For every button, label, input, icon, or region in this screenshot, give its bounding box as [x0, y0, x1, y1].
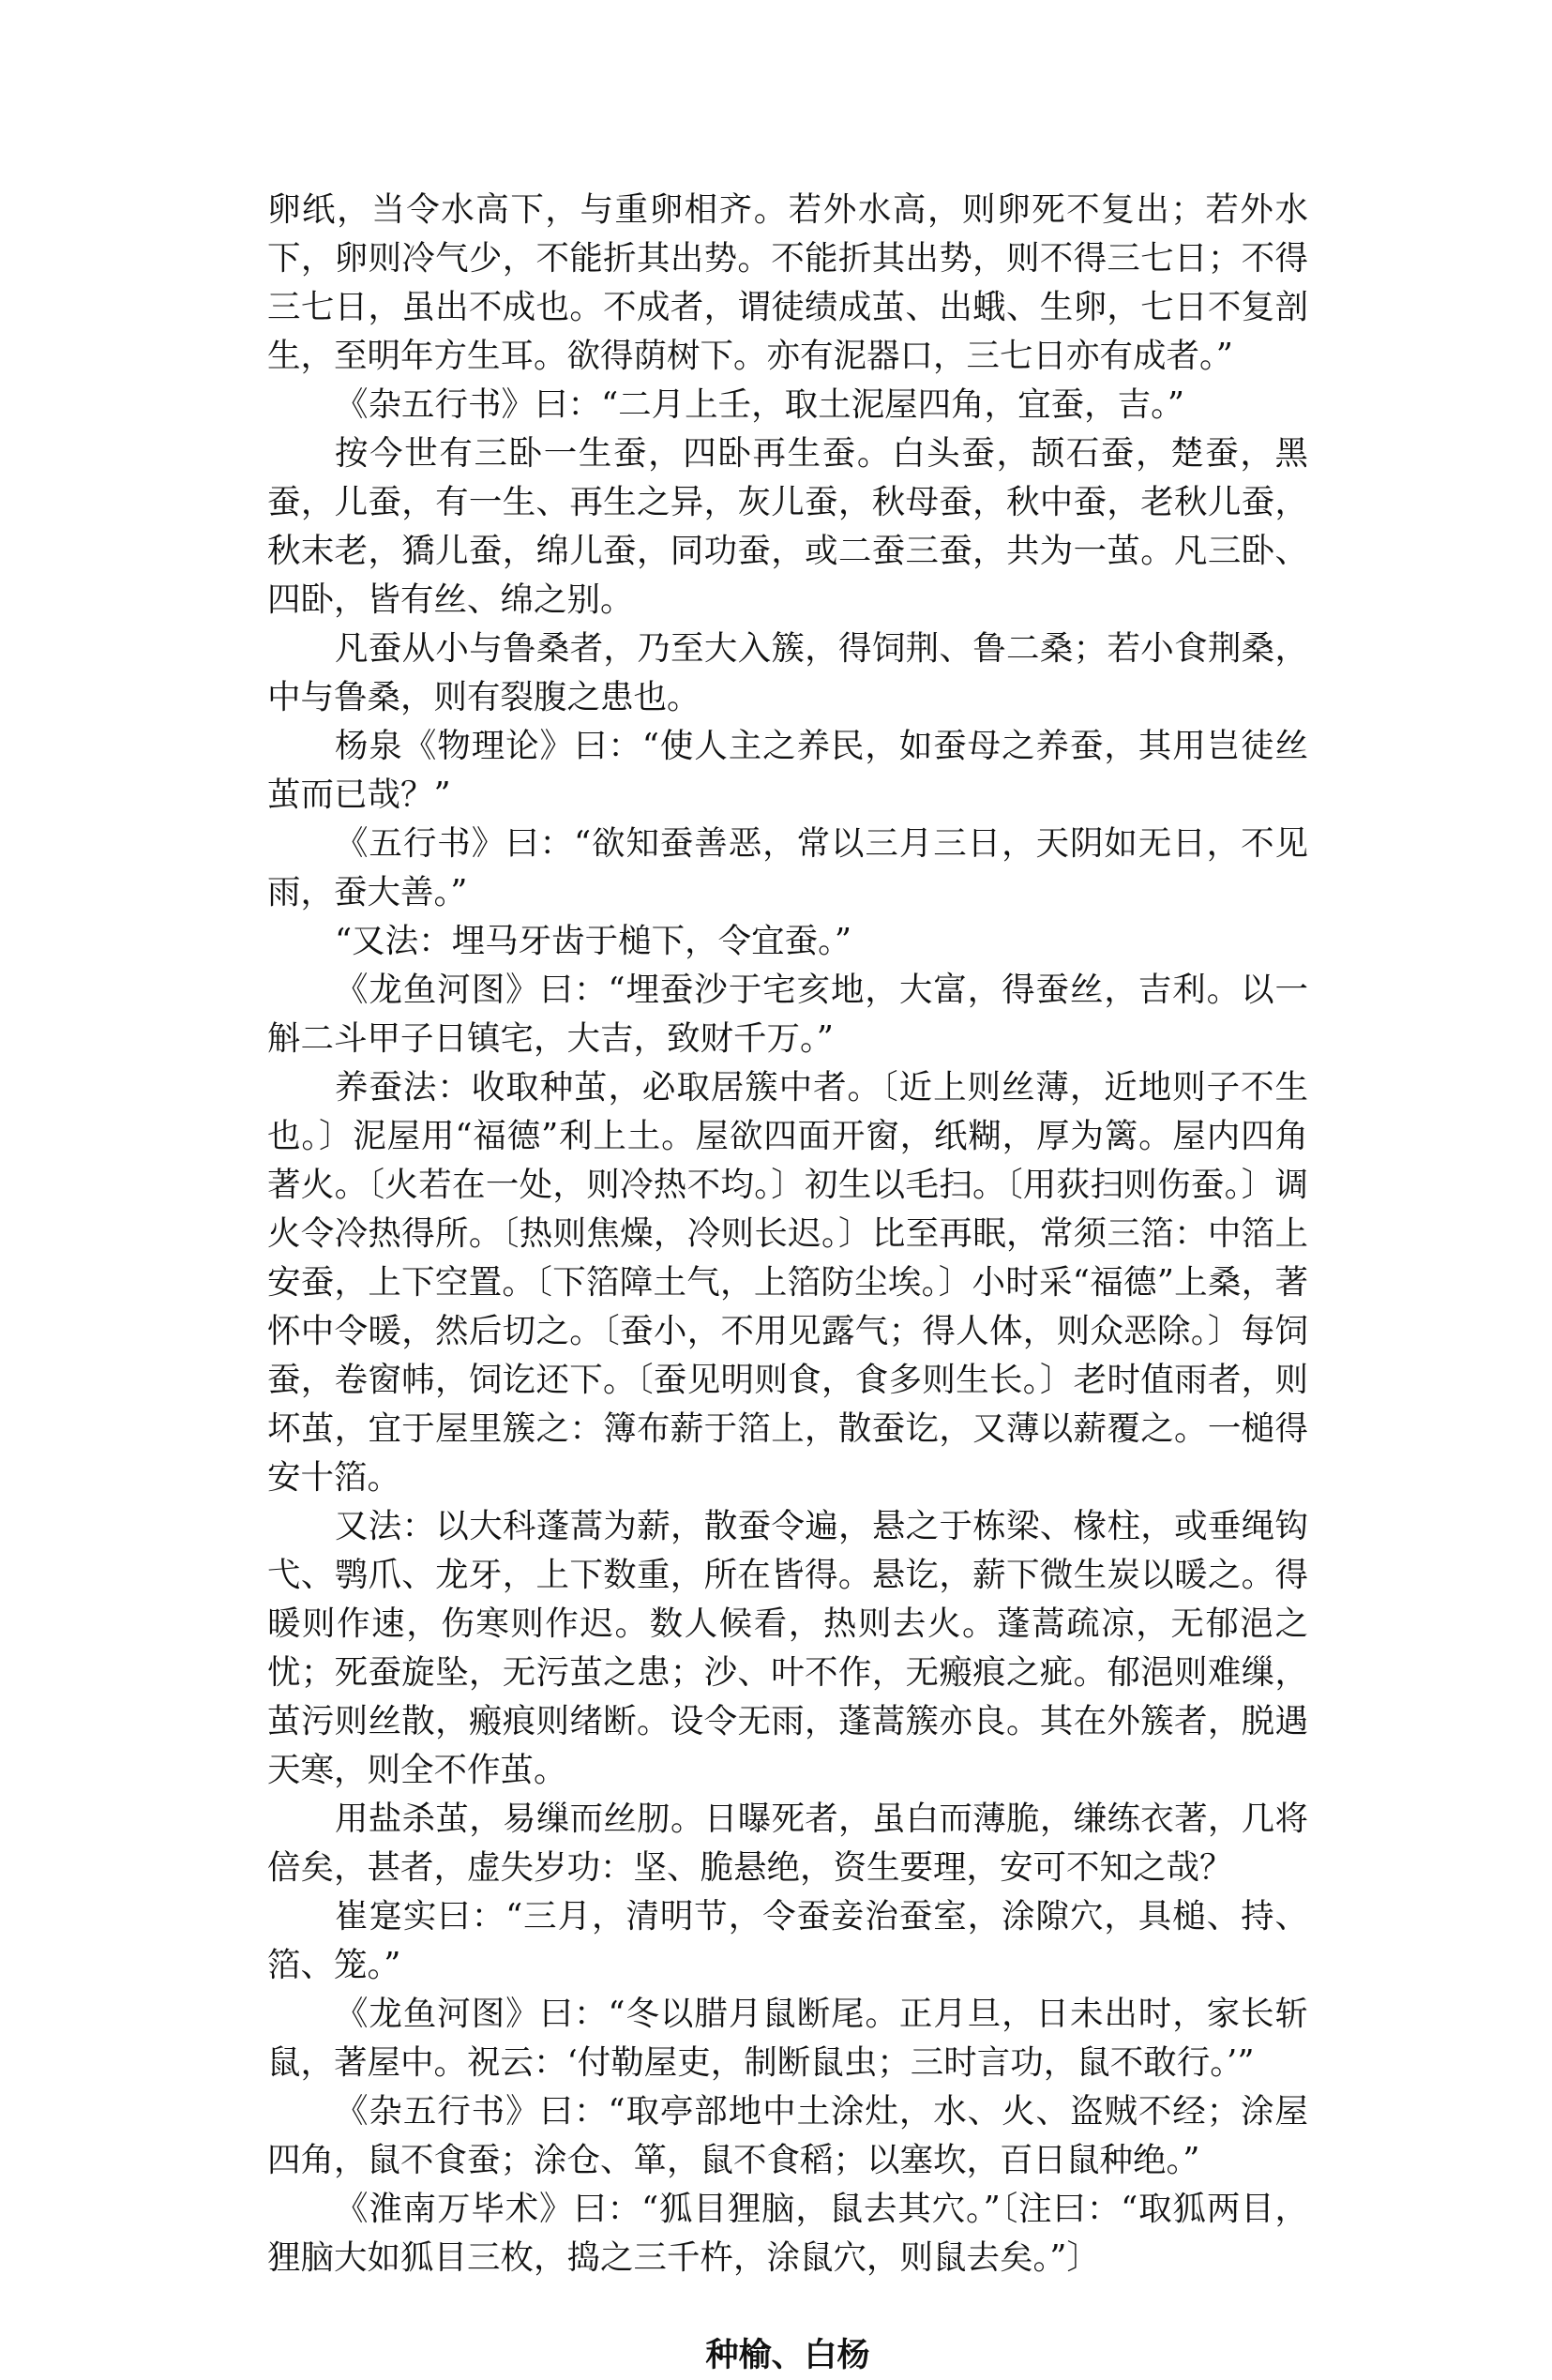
paragraph-longyu-hetu-2: 《龙鱼河图》曰：“冬以腊月鼠断尾。正月旦，日未出时，家长斩鼠，著屋中。祝云：‘付勒屋吏，制断鼠虫；三时言功，鼠不敢行。’”	[267, 1995, 1308, 2082]
paragraph-silkworm-varieties: 按今世有三卧一生蚕，四卧再生蚕。白头蚕，颉石蚕，楚蚕，黑蚕，儿蚕，有一生、再生之异，灰儿蚕，秋母蚕，秋中蚕，老秋儿蚕，秋末老，獢儿蚕，绵儿蚕，同功蚕，或二蚕三蚕，共为一茧。凡三卧、四卧，皆有丝、绵之别。	[267, 434, 1308, 619]
paragraph-continued-egg-paper: 卵纸，当令水高下，与重卵相齐。若外水高，则卵死不复出；若外水下，卵则冷气少，不能折其出势。不能折其出势，则不得三七日；不得三七日，虽出不成也。不成者，谓徒绩成茧、出蛾、生卵，七日不复剖生，至明年方生耳。欲得荫树下。亦有泥器口，三七日亦有成者。”	[267, 190, 1308, 375]
paragraph-wuxing-shu: 《五行书》曰：“欲知蚕善恶，常以三月三日，天阴如无日，不见雨，蚕大善。”	[267, 824, 1308, 911]
paragraph-raising-silkworms: 养蚕法：收取种茧，必取居簇中者。〔近上则丝薄，近地则子不生也。〕泥屋用“福德”利上土。屋欲四面开窗，纸糊，厚为篱。屋内四角著火。〔火若在一处，则冷热不均。〕初生以毛扫。〔用荻扫则伤蚕。〕调火令冷热得所。〔热则焦燥，冷则长迟。〕比至再眠，常须三箔：中箔上安蚕，上下空置。〔下箔障土气，上箔防尘埃。〕小时采“福德”上桑，著怀中令暖，然后切之。〔蚕小，不用见露气；得人体，则众恶除。〕每饲蚕，卷窗帏，饲讫还下。〔蚕见明则食，食多则生长。〕老时值雨者，则坏茧，宜于屋里簇之：簿布薪于箔上，散蚕讫，又薄以薪覆之。一槌得安十箔。	[267, 1068, 1308, 1497]
paragraph-huainan-wanbi-shu: 《淮南万毕术》曰：“狐目狸脑，鼠去其穴。”〔注曰：“取狐两目，狸脑大如狐目三枚，捣之三千杵，涂鼠穴，则鼠去矣。”〕	[267, 2190, 1308, 2277]
paragraph-wuli-lun: 杨泉《物理论》曰：“使人主之养民，如蚕母之养蚕，其用岂徒丝茧而已哉？”	[267, 727, 1308, 814]
paragraph-za-wuxing-shu-2: 《杂五行书》曰：“取亭部地中土涂灶，水、火、盗贼不经；涂屋四角，鼠不食蚕；涂仓、箪，鼠不食稻；以塞坎，百日鼠种绝。”	[267, 2092, 1308, 2179]
paragraph-lu-mulberry: 凡蚕从小与鲁桑者，乃至大入簇，得饲荆、鲁二桑；若小食荆桑，中与鲁桑，则有裂腹之患也。	[267, 629, 1308, 716]
paragraph-salt-cocoons: 用盐杀茧，易缫而丝肕。日曝死者，虽白而薄脆，缣练衣著，几将倍矣，甚者，虚失岁功：坚、脆悬绝，资生要理，安可不知之哉？	[267, 1800, 1308, 1887]
paragraph-horse-teeth: “又法：埋马牙齿于槌下，令宜蚕。”	[335, 922, 852, 960]
paragraph-another-method: 又法：以大科蓬蒿为薪，散蚕令遍，悬之于栋梁、椽柱，或垂绳钩弋、鹗爪、龙牙，上下数重，所在皆得。悬讫，薪下微生炭以暖之。得暖则作速，伤寒则作迟。数人候看，热则去火。蓬蒿疏凉，无郁浥之忧；死蚕旋坠，无污茧之患；沙、叶不作，无瘢痕之疵。郁浥则难缫，茧污则丝散，瘢痕则绪断。设令无雨，蓬蒿簇亦良。其在外簇者，脱遇天寒，则全不作茧。	[267, 1507, 1308, 1789]
paragraph-longyu-hetu-1: 《龙鱼河图》曰：“埋蚕沙于宅亥地，大富，得蚕丝，吉利。以一斛二斗甲子日镇宅，大吉，致财千万。”	[267, 971, 1308, 1058]
paragraph-za-wuxing-shu-1: 《杂五行书》曰：“二月上壬，取土泥屋四角，宜蚕，吉。”	[335, 385, 1185, 424]
section-title: 种榆、白杨	[705, 2337, 870, 2374]
document-page	[267, 186, 1308, 2380]
paragraph-cui-shi: 崔寔实曰：“三月，清明节，令蚕妾治蚕室，涂隙穴，具槌、持、箔、笼。”	[267, 1897, 1308, 1984]
